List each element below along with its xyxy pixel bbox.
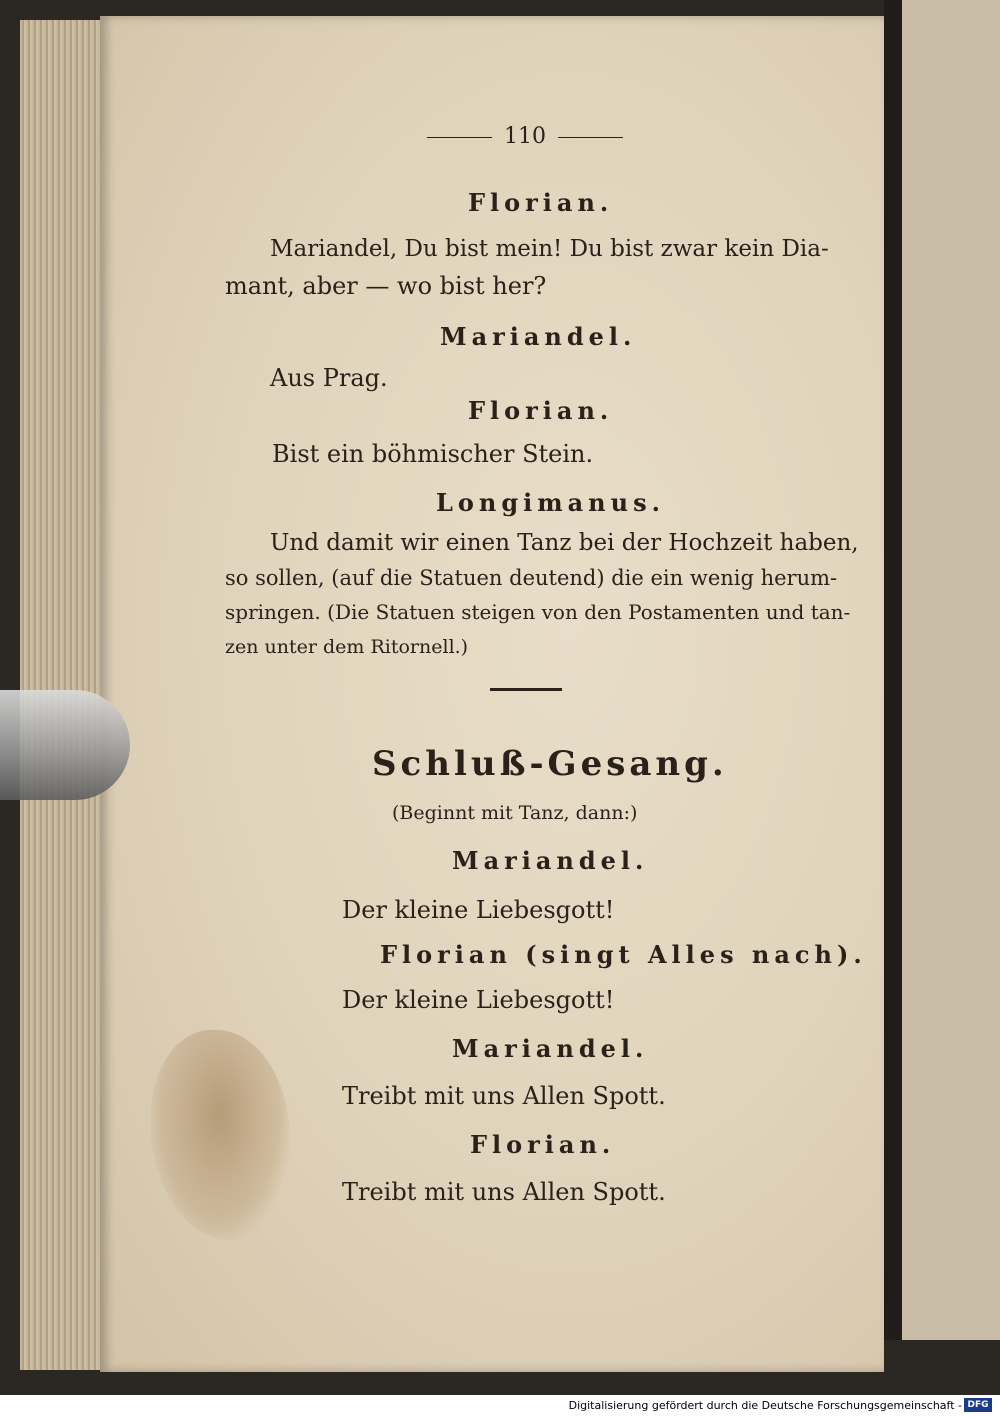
text-line: Aus Prag. — [270, 364, 388, 392]
speaker-florian: Florian. — [468, 396, 614, 425]
text-line: zen unter dem Ritornell.) — [225, 636, 469, 658]
footer-credit: Digitalisierung gefördert durch die Deutsche Forschungsgemeinschaft - — [568, 1399, 962, 1412]
section-divider — [490, 688, 562, 691]
stage-direction: (Beginnt mit Tanz, dann:) — [392, 802, 638, 824]
facing-page-edge — [884, 0, 1000, 1340]
text-line: Der kleine Liebesgott! — [342, 986, 615, 1014]
text-line: mant, aber — wo bist her? — [225, 272, 547, 300]
speaker-longimanus: Longimanus. — [436, 488, 665, 517]
text-line: so sollen, (auf die Statuen deutend) die ein wenig herum- — [225, 566, 838, 590]
speaker-florian: Florian (singt Alles nach). — [380, 940, 867, 969]
section-heading: Schluß-Gesang. — [372, 744, 728, 784]
text-line: springen. (Die Statuen steigen von den Postamenten und tan- — [225, 600, 851, 624]
text-line: Der kleine Liebesgott! — [342, 896, 615, 924]
speaker-mariandel: Mariandel. — [452, 1034, 649, 1063]
text-line: Treibt mit uns Allen Spott. — [342, 1178, 666, 1206]
speaker-florian: Florian. — [470, 1130, 616, 1159]
text-line: Treibt mit uns Allen Spott. — [342, 1082, 666, 1110]
text-line: Bist ein böhmischer Stein. — [272, 440, 594, 468]
page-number: 110 — [415, 124, 630, 149]
speaker-mariandel: Mariandel. — [452, 846, 649, 875]
text-line: Und damit wir einen Tanz bei der Hochzeit haben, — [270, 530, 859, 556]
text-line: Mariandel, Du bist mein! Du bist zwar kein Dia- — [270, 236, 829, 262]
speaker-florian: Florian. — [468, 188, 614, 217]
page-clip — [0, 690, 130, 800]
dfg-logo: DFG — [964, 1398, 992, 1412]
speaker-mariandel: Mariandel. — [440, 322, 637, 351]
